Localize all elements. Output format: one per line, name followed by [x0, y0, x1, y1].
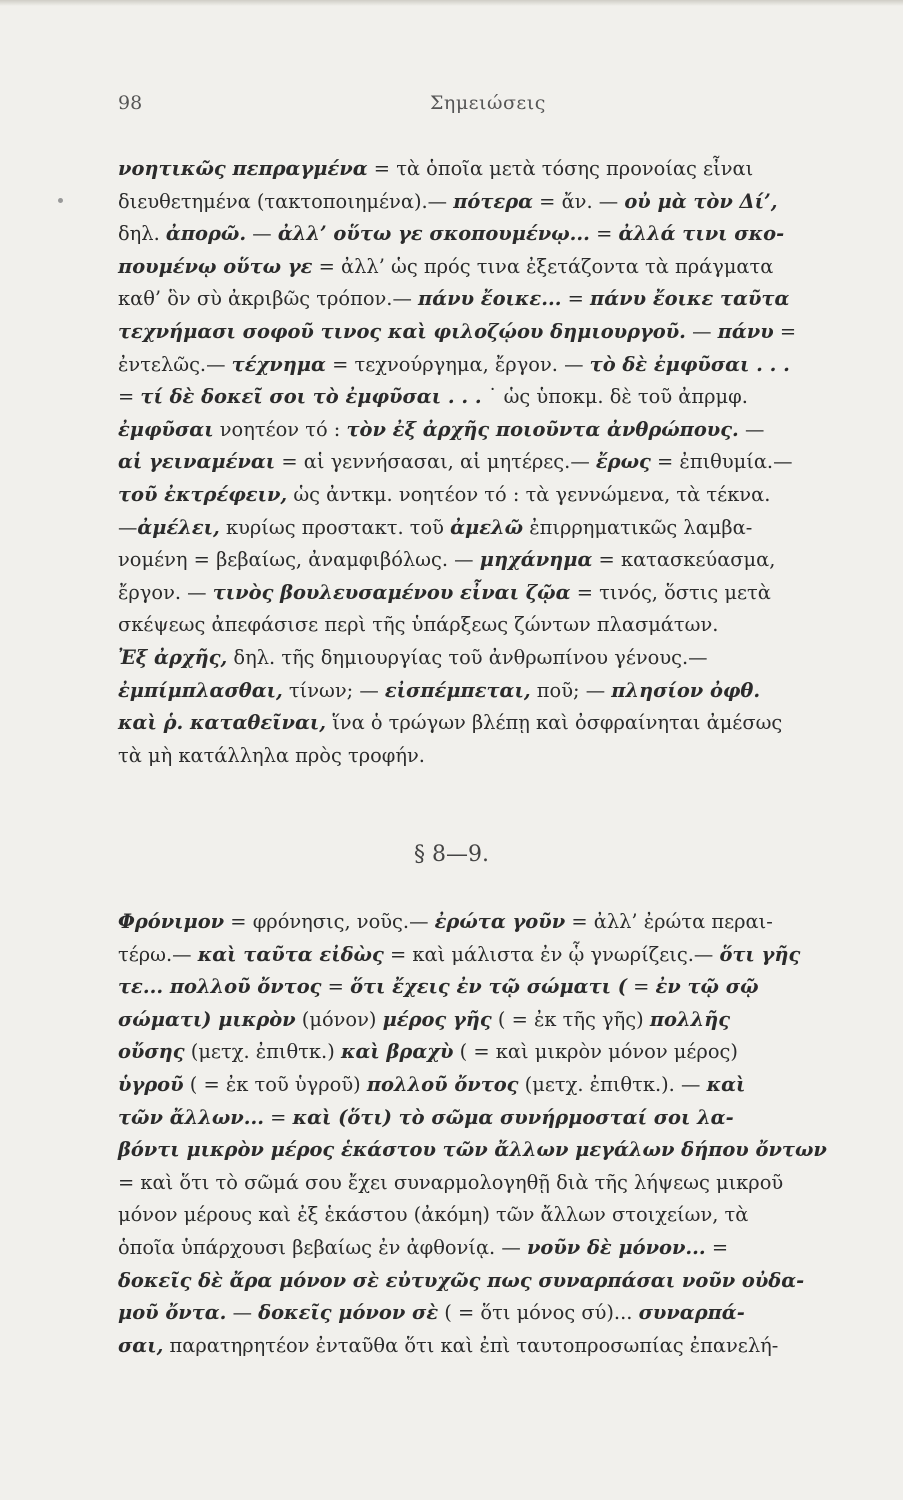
gloss-text: = — [626, 975, 656, 999]
lemma-phrase: τοῦ ἐκτρέφειν, — [118, 482, 288, 506]
lemma-phrase: βόντι μικρὸν μέρος ἑκάστου τῶν ἄλλων μεγάλων δήπου ὄντων — [118, 1138, 827, 1162]
lemma-phrase: μοῦ ὄντα. — [118, 1301, 227, 1325]
lemma-phrase: ἐμπίμπλασθαι, — [118, 678, 283, 702]
text-line — [118, 1330, 866, 1363]
lemma-phrase: πάνυ — [717, 319, 774, 343]
lemma-phrase: ἀλλά τινι σκο- — [618, 222, 785, 246]
gloss-text: νομένη = βεβαίως, ἀναμφιβόλως. — — [118, 548, 480, 572]
text-line — [118, 1167, 866, 1200]
gloss-text: = ἄν. — — [533, 189, 625, 213]
text-line — [118, 218, 866, 251]
lemma-phrase: Ἐξ ἀρχῆς, — [118, 645, 228, 669]
running-title: Σημειώσεις — [430, 92, 546, 114]
gloss-text: = — [705, 1235, 729, 1259]
gloss-text: μόνον μέρους καὶ ἐξ ἑκάστου (ἀκόμη) τῶν ἄλλων στοιχείων, τὰ — [118, 1203, 749, 1227]
lemma-phrase: σαι, — [118, 1333, 164, 1357]
lemma-phrase: τί δὲ δοκεῖ σοι τὸ ἐμφῦσαι . . . — [140, 385, 482, 409]
gloss-text: = — [118, 385, 141, 409]
lemma-phrase: καὶ βραχὺ — [340, 1040, 454, 1064]
text-line — [118, 1265, 866, 1298]
gloss-text: = κατασκεύασμα, — [592, 548, 776, 572]
text-line — [118, 316, 866, 349]
gloss-text: καθ’ ὃν σὺ ἀκριβῶς τρόπον.— — [118, 287, 419, 311]
text-line — [118, 642, 866, 675]
gloss-text: τὰ μὴ κατάλληλα πρὸς τροφήν. — [118, 743, 425, 767]
gloss-text: = — [321, 975, 351, 999]
text-line — [118, 283, 866, 316]
lemma-phrase: νοῦν δὲ μόνον... — [526, 1235, 706, 1259]
gloss-text: τέρω.— — [118, 942, 198, 966]
gloss-text: (μόνον) — [295, 1007, 383, 1031]
gloss-text: παρατηρητέον ἐνταῦθα ὅτι καὶ ἐπὶ ταυτοπροσωπίας ἐπανελή- — [163, 1333, 779, 1357]
gloss-text: δηλ. τῆς δημιουργίας τοῦ ἀνθρωπίνου γένους.— — [227, 645, 708, 669]
lemma-phrase: καὶ ῥ. καταθεῖναι, — [118, 711, 327, 735]
text-line — [118, 1069, 866, 1102]
gloss-text: κυρίως προστακτ. τοῦ — [219, 515, 451, 539]
gloss-text: ( = καὶ μικρὸν μόνον μέρος) — [453, 1040, 738, 1064]
gloss-text: = ἀλλ’ ὡς πρός τινα ἐξετάζοντα τὰ πράγματα — [312, 254, 774, 278]
lemma-phrase: δοκεῖς δὲ ἄρα μόνον σὲ εὐτυχῶς πως συναρπάσαι νοῦν οὐδα- — [118, 1268, 805, 1292]
gloss-text: = — [773, 319, 797, 343]
lemma-phrase: πλησίον ὀφθ. — [611, 678, 761, 702]
text-line — [118, 1297, 866, 1330]
gloss-text: — — [226, 1301, 259, 1325]
text-line — [118, 381, 866, 414]
gloss-text: ποῦ; — — [530, 678, 612, 702]
gloss-text: = καὶ μάλιστα ἐν ᾧ γνωρίζεις.— — [383, 942, 720, 966]
lemma-phrase: ἀλλ’ οὕτω γε σκοπουμένῳ... — [277, 222, 590, 246]
lemma-phrase: ὅτι γῆς — [719, 942, 801, 966]
text-line — [118, 1199, 866, 1232]
lemma-phrase: Φρόνιμον — [118, 910, 225, 933]
text-line — [118, 251, 866, 284]
lemma-phrase: τῶν ἄλλων... — [118, 1105, 264, 1129]
lemma-phrase: τινὸς βουλευσαμένου εἶναι ζῷα — [212, 580, 571, 604]
gloss-text: ( = ἐκ τῆς γῆς) — [491, 1007, 650, 1031]
text-line — [118, 740, 866, 773]
lemma-phrase: πάνυ ἔοικε ταῦτα — [590, 287, 790, 311]
text-line — [118, 1004, 866, 1037]
lemma-phrase: ἐρώτα γοῦν — [434, 910, 566, 933]
text-line — [118, 675, 866, 708]
lemma-phrase: καὶ ταῦτα εἰδὼς — [197, 942, 384, 966]
section-heading: § 8—9. — [414, 842, 489, 867]
lemma-phrase: πάνυ ἔοικε... — [418, 287, 562, 311]
gloss-text: = τινός, ὅστις μετὰ — [570, 580, 771, 604]
gloss-text: (μετχ. ἐπιθτκ.) — [184, 1040, 341, 1064]
text-line — [118, 446, 866, 479]
lemma-phrase: πότερα — [453, 189, 534, 213]
page-top-edge — [0, 0, 903, 6]
text-line — [118, 414, 866, 447]
text-line — [118, 153, 866, 186]
gloss-text: = ἐπιθυμία.— — [650, 450, 793, 474]
lemma-phrase: δοκεῖς μόνον σὲ — [258, 1301, 439, 1325]
text-line — [118, 479, 866, 512]
text-line — [118, 1036, 866, 1069]
gloss-text: τίνων; — — [282, 678, 385, 702]
lemma-phrase: τέχνημα — [231, 352, 326, 376]
gloss-text: ὁποῖα ὑπάρχουσι βεβαίως ἐν ἀφθονίᾳ. — — [118, 1235, 527, 1259]
gloss-text: ( = ὅτι μόνος σύ)... — [438, 1301, 639, 1325]
lemma-phrase: σώματι) μικρὸν — [118, 1007, 296, 1031]
margin-mark — [58, 198, 63, 203]
gloss-text: ˙ ὡς ὑποκμ. δὲ τοῦ ἀπρμφ. — [481, 385, 748, 409]
gloss-text: = αἱ γεννήσασαι, αἱ μητέρες.— — [275, 450, 596, 474]
lemma-phrase: μηχάνημα — [479, 548, 593, 572]
lemma-phrase: οὐ μὰ τὸν Δί’, — [624, 189, 778, 213]
lemma-phrase: ἐν τῷ σῷ — [655, 975, 759, 999]
gloss-text: νοητέον τό : — [213, 417, 347, 441]
gloss-text: — — [246, 222, 278, 246]
gloss-text: ἔργον. — — [118, 580, 213, 604]
text-line — [118, 577, 866, 610]
text-line — [118, 609, 866, 642]
gloss-text: δηλ. — [118, 222, 166, 246]
lemma-phrase: ἀμέλει, — [137, 515, 220, 539]
text-line — [118, 707, 866, 740]
gloss-text: — — [118, 515, 138, 539]
lemma-phrase: νοητικῶς πεπραγμένα — [118, 157, 368, 180]
lemma-phrase: τὸ δὲ ἐμφῦσαι . . . — [589, 352, 790, 376]
lemma-phrase: τε... πολλοῦ ὄντος — [118, 975, 322, 999]
lemma-phrase: πουμένῳ οὕτω γε — [118, 254, 313, 278]
text-line — [118, 971, 866, 1004]
page-number: 98 — [118, 92, 143, 114]
gloss-text: = τὰ ὁποῖα μετὰ τόσης προνοίας εἶναι — [367, 157, 754, 180]
gloss-text: (μετχ. ἐπιθτκ.). — — [518, 1072, 707, 1096]
lemma-phrase: συναρπά- — [638, 1301, 745, 1325]
gloss-text: σκέψεως ἀπεφάσισε περὶ τῆς ὑπάρξεως ζώντων πλασμάτων. — [118, 613, 719, 637]
gloss-text: ὡς ἀντκμ. νοητέον τό : τὰ γεννώμενα, τὰ τέκνα. — [287, 482, 771, 506]
text-line — [118, 906, 866, 939]
gloss-text: ἵνα ὁ τρώγων βλέπῃ καὶ ὀσφραίνηται ἀμέσως — [326, 711, 783, 735]
gloss-text: = — [264, 1105, 293, 1129]
notes-block-1 — [118, 153, 866, 772]
lemma-phrase: ἀπορῶ. — [165, 222, 247, 246]
lemma-phrase: εἰσπέμπεται, — [384, 678, 531, 702]
lemma-phrase: καὶ (ὅτι) τὸ σῶμα συνήρμοσταί σοι λα- — [292, 1105, 734, 1129]
lemma-phrase: πολλοῦ ὄντος — [366, 1072, 519, 1096]
text-line — [118, 544, 866, 577]
lemma-phrase: ἀμελῶ — [450, 515, 524, 539]
gloss-text: ἐντελῶς.— — [118, 352, 232, 376]
text-line — [118, 186, 866, 219]
notes-block-2 — [118, 906, 866, 1362]
lemma-phrase: τὸν ἐξ ἀρχῆς ποιοῦντα ἀνθρώπους. — [346, 417, 739, 441]
lemma-phrase: ἐμφῦσαι — [118, 417, 214, 441]
gloss-text: = τεχνούργημα, ἔργον. — — [325, 352, 590, 376]
text-line — [118, 939, 866, 972]
lemma-phrase: πολλῆς — [649, 1007, 731, 1031]
text-line — [118, 349, 866, 382]
text-line — [118, 512, 866, 545]
lemma-phrase: αἱ γειναμέναι — [118, 450, 276, 474]
lemma-phrase: καὶ — [706, 1072, 746, 1096]
text-line — [118, 1232, 866, 1265]
gloss-text: = φρόνησις, νοῦς.— — [224, 910, 435, 933]
lemma-phrase: οὔσης — [118, 1040, 185, 1064]
gloss-text: = καὶ ὅτι τὸ σῶμά σου ἔχει συναρμολογηθῇ διὰ τῆς λήψεως μικροῦ — [118, 1170, 784, 1194]
text-line — [118, 1102, 866, 1135]
gloss-text: = — [561, 287, 591, 311]
text-line — [118, 1134, 866, 1167]
gloss-text: — — [738, 417, 765, 441]
gloss-text: — — [685, 319, 718, 343]
gloss-text: ἐπιρρηματικῶς λαμβα- — [523, 515, 753, 539]
lemma-phrase: ὑγροῦ — [118, 1072, 184, 1096]
lemma-phrase: ὅτι ἔχεις ἐν τῷ σώματι ( — [350, 975, 627, 999]
gloss-text: = ἀλλ’ ἐρώτα περαι- — [565, 910, 773, 933]
lemma-phrase: μέρος γῆς — [382, 1007, 492, 1031]
gloss-text: διευθετημένα (τακτοποιημένα).— — [118, 189, 454, 213]
lemma-phrase: τεχνήμασι σοφοῦ τινος καὶ φιλοζῴου δημιουργοῦ. — [118, 319, 686, 343]
gloss-text: = — [589, 222, 619, 246]
gloss-text: ( = ἐκ τοῦ ὑγροῦ) — [183, 1072, 367, 1096]
lemma-phrase: ἔρως — [595, 450, 651, 474]
